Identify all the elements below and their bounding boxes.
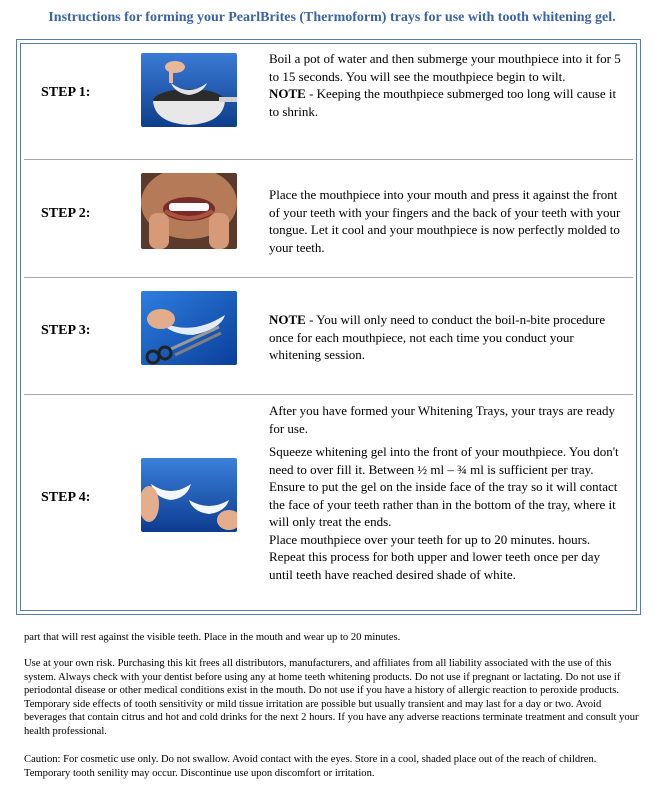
step-divider <box>24 159 633 160</box>
step-1-text <box>269 50 621 120</box>
instructions-table <box>16 39 641 615</box>
step-3-note <box>269 311 621 364</box>
footer-caution <box>24 753 642 780</box>
step-2-label: STEP 2: <box>41 206 91 221</box>
step-1-label: STEP 1: <box>41 85 91 100</box>
step-3-label: STEP 3: <box>41 323 91 338</box>
scissors-trimming-tray-photo <box>141 291 237 365</box>
footer-disclaimer <box>24 657 642 739</box>
step-divider <box>24 277 633 278</box>
step-4-instruction-ready: After you have formed your Whitening Trays, your trays are ready for use. <box>269 403 615 436</box>
step-3-text <box>269 311 621 364</box>
step-4-text <box>269 402 621 583</box>
note-label: NOTE <box>269 86 306 101</box>
step-4-instruction-wear: Place mouthpiece over your teeth for up to 20 minutes. hours. Repeat this process for both upper and lower teeth once per day until teeth have reached desired shade of white. <box>269 531 601 582</box>
page-title: Instructions for forming your PearlBrites (Thermoform) trays for use with tooth whitening gel. <box>48 10 616 25</box>
step-1-instruction: Boil a pot of water and then submerge your mouthpiece into it for 5 to 15 seconds. You will see the mouthpiece begin to wilt. <box>269 51 621 84</box>
step-1-note <box>269 85 621 120</box>
mouth-fitting-tray-photo <box>141 173 237 249</box>
step-4-instruction-inside-face: Ensure to put the gel on the inside face of the tray so it will contact the face of your teeth rather than in the bottom of the tray, where it will only treat the ends. <box>269 479 618 529</box>
step-4-instruction-gel: Squeeze whitening gel into the front of your mouthpiece. You don't need to over fill it. Between ½ ml – ¾ ml is sufficient per tray. <box>269 444 619 477</box>
note-text: - Keeping the mouthpiece submerged too long will cause it to shrink. <box>269 86 617 119</box>
boiling-pot-mouthpiece-photo <box>141 53 237 127</box>
footer-wear-line <box>24 631 642 645</box>
step-2-instruction: Place the mouthpiece into your mouth and press it against the front of your teeth with your fingers and the back of your teeth with your tongue. Let it cool and your mouthpiece is now perfectly molded to your teeth. <box>269 187 621 255</box>
disclaimer-text: Use at your own risk. Purchasing this kit frees all distributors, manufacturers, and affiliates from all liability associated with the use of this system. Always check with your dentist before using any at home teeth whitening products. Do not use if pregnant or lactating. Do not use if periodontal disease or other medical conditions exist in the mouth. Do not use if you have a history of allergic reaction to peroxide products. Temporary side effects of tooth sensitivity or mild tissue irritation are possible but usually transient and may last for a day or two. Avoid beverages that contain citrus and hot and cold drinks for the next 2 hours. If you have any adverse reactions terminate treatment and consult your health professional. <box>24 658 639 737</box>
step-divider <box>24 394 633 395</box>
note-label: NOTE <box>269 312 306 327</box>
step-2-text <box>269 186 621 256</box>
footer-line: part that will rest against the visible teeth. Place in the mouth and wear up to 20 minutes. <box>24 632 401 643</box>
hands-holding-trays-photo <box>141 458 237 532</box>
note-text: - You will only need to conduct the boil-n-bite procedure once for each mouthpiece, not each time you conduct your whitening session. <box>269 312 606 362</box>
step-4-label: STEP 4: <box>41 490 91 505</box>
caution-text: Caution: For cosmetic use only. Do not swallow. Avoid contact with the eyes. Store in a cool, shaded place out of the reach of children. Temporary tooth senility may occur. Discontinue use upon discomfort or irritation. <box>24 754 597 779</box>
